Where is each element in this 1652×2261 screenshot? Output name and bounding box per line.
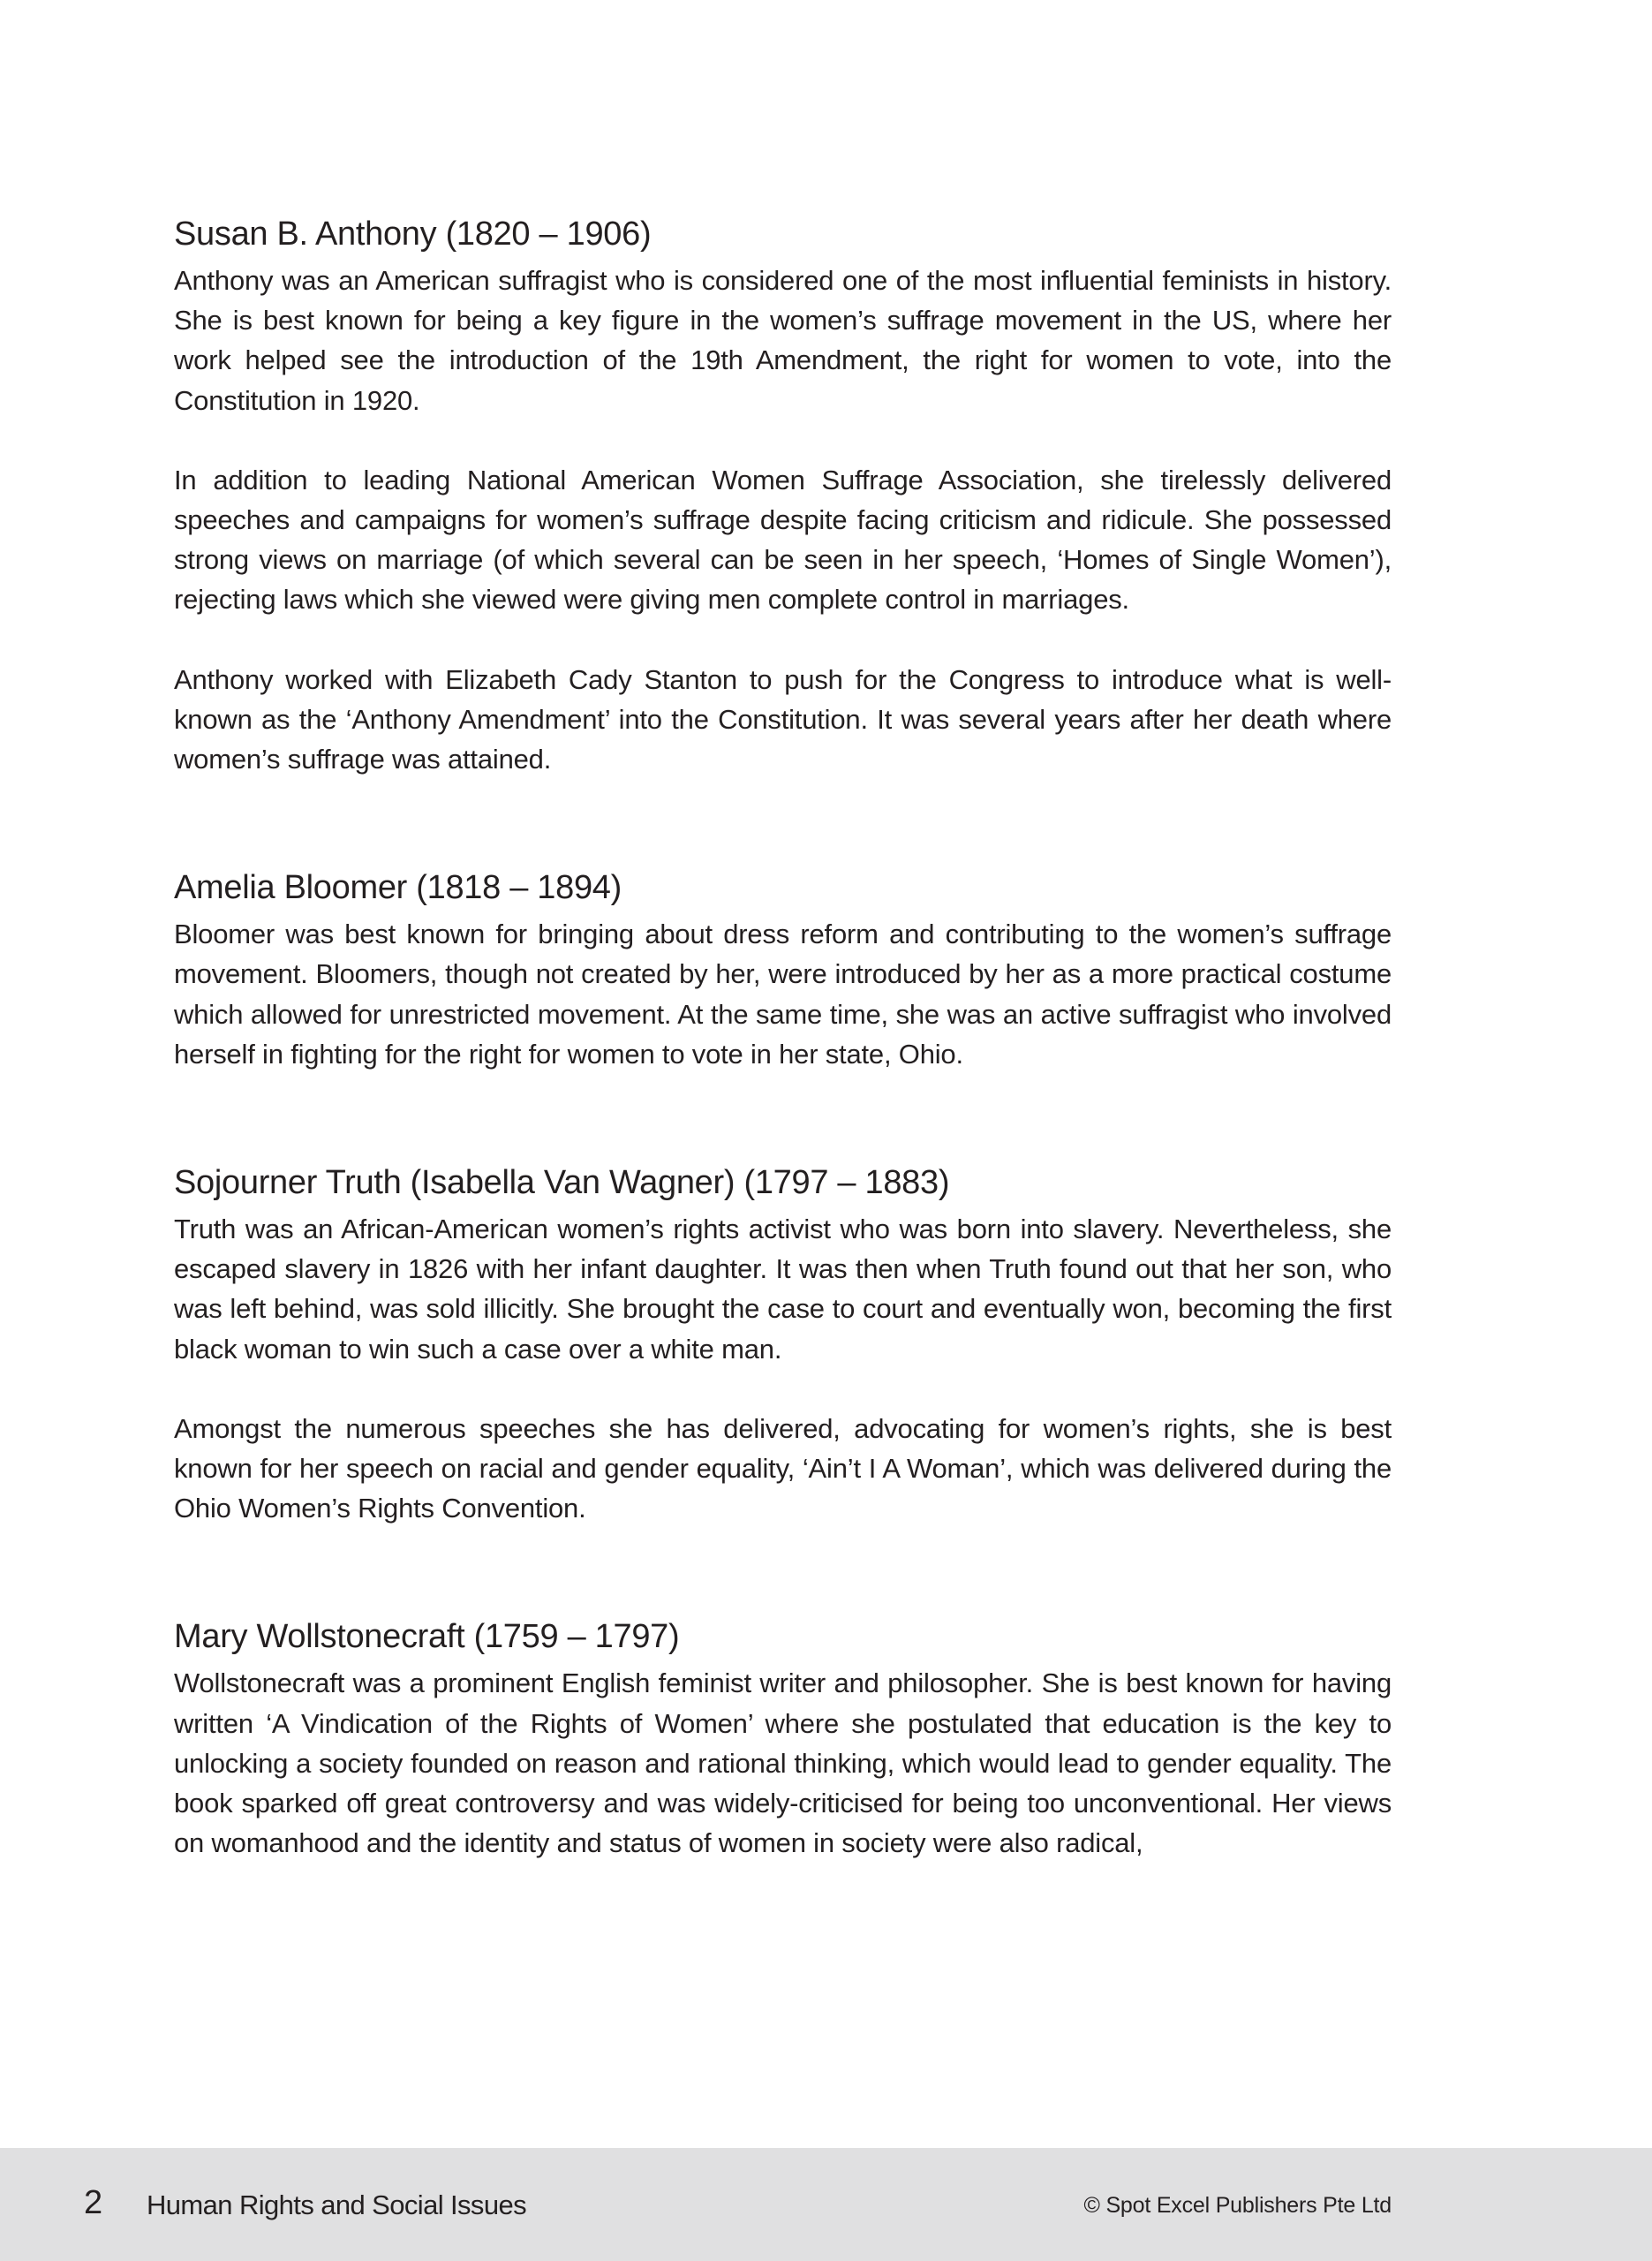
copyright-notice: © Spot Excel Publishers Pte Ltd xyxy=(1083,2193,1392,2218)
section-mary-wollstonecraft xyxy=(174,1613,1392,1863)
main-content xyxy=(174,210,1392,1863)
paragraph: Anthony worked with Elizabeth Cady Stanton to push for the Congress to introduce what is well-known as the ‘Anthony Amendment’ into the Constitution. It was several years after her death where women’s suffrage was attained. xyxy=(174,663,1392,775)
section-amelia-bloomer xyxy=(174,864,1392,1074)
section-title: Amelia Bloomer (1818 – 1894) xyxy=(174,869,622,907)
paragraph: Anthony was an American suffragist who is considered one of the most influential feminists in history. She is best known for being a key figure in the women’s suffrage movement in the US, where her work helped see the introduction of the 19th Amendment, the right for women to vote, into the Constitution in 1920. xyxy=(174,265,1392,416)
paragraph: Amongst the numerous speeches she has delivered, advocating for women’s rights, she is best known for her speech on racial and gender equality, ‘Ain’t I A Woman’, which was delivered during the Ohio Women’s Rights Convention. xyxy=(174,1412,1392,1524)
section-title: Mary Wollstonecraft (1759 – 1797) xyxy=(174,1618,680,1656)
paragraph: In addition to leading National American Women Suffrage Association, she tirelessly delivered speeches and campaigns for women’s suffrage despite facing criticism and ridicule. She possessed strong views on marriage (of which several can be seen in her speech, ‘Homes of Single Women’), rejecting laws which she viewed were giving men complete control in marriages. xyxy=(174,464,1392,616)
page-number: 2 xyxy=(84,2184,103,2221)
paragraph: Truth was an African-American women’s rights activist who was born into slavery. Nevertheless, she escaped slavery in 1826 with her infant daughter. It was then when Truth found out that her son, who was left behind, was sold illicitly. She brought the case to court and eventually won, becoming the first black woman to win such a case over a white man. xyxy=(174,1214,1392,1365)
book-title: Human Rights and Social Issues xyxy=(147,2189,527,2220)
page-footer xyxy=(0,2148,1652,2261)
section-title: Susan B. Anthony (1820 – 1906) xyxy=(174,216,652,253)
section-sojourner-truth xyxy=(174,1159,1392,1528)
section-title: Sojourner Truth (Isabella Van Wagner) (1797 – 1883) xyxy=(174,1164,950,1202)
paragraph: Bloomer was best known for bringing about dress reform and contributing to the women’s suffrage movement. Bloomers, though not created by her, were introduced by her as a more practical costume which allowed for unrestricted movement. At the same time, she was an active suffragist who involved herself in fighting for the right for women to vote in her state, Ohio. xyxy=(174,919,1392,1070)
paragraph: Wollstonecraft was a prominent English feminist writer and philosopher. She is best known for having written ‘A Vindication of the Rights of Women’ where she postulated that education is the key to unlocking a society founded on reason and rational thinking, which would lead to gender equality. The book sparked off great controversy and was widely-criticised for being too unconventional. Her views on womanhood and the identity and status of women in society were also radical, xyxy=(174,1667,1392,1859)
section-susan-b-anthony xyxy=(174,210,1392,779)
